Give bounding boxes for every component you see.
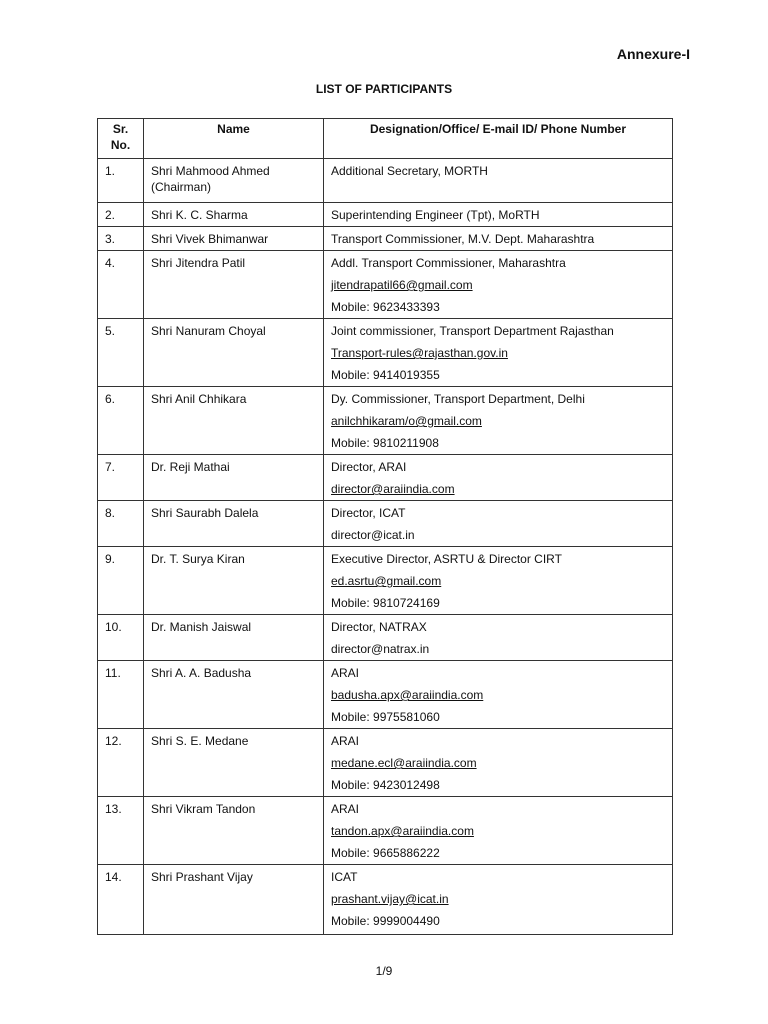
sr-no-cell: 8. xyxy=(98,501,144,547)
name-cell: Shri K. C. Sharma xyxy=(144,203,324,227)
name-cell: Shri A. A. Badusha xyxy=(144,661,324,729)
sr-no-cell: 5. xyxy=(98,319,144,387)
page-number: 1/9 xyxy=(375,964,393,978)
designation-cell xyxy=(324,455,673,501)
email-text[interactable]: prashant.vijay@icat.in xyxy=(331,892,449,906)
email-text[interactable]: tandon.apx@araiindia.com xyxy=(331,824,474,838)
designation-text: Director, ICAT xyxy=(331,506,406,520)
designation-text: ARAI xyxy=(331,666,360,680)
designation-text: Additional Secretary, MORTH xyxy=(331,164,488,178)
table-row xyxy=(98,797,673,865)
table-row xyxy=(98,615,673,661)
email-text[interactable]: ed.asrtu@gmail.com xyxy=(331,574,442,588)
table-body xyxy=(98,159,673,935)
phone-text: Mobile: 9623433393 xyxy=(331,300,440,314)
email-text: director@natrax.in xyxy=(331,642,430,656)
name-cell: Shri Vikram Tandon xyxy=(144,797,324,865)
name-cell: Shri Prashant Vijay xyxy=(144,865,324,935)
designation-cell xyxy=(324,159,673,203)
designation-cell xyxy=(324,387,673,455)
name-cell: Shri Jitendra Patil xyxy=(144,251,324,319)
table-row xyxy=(98,661,673,729)
email-text[interactable]: medane.ecl@araiindia.com xyxy=(331,756,477,770)
name-cell: Shri S. E. Medane xyxy=(144,729,324,797)
name-cell: Dr. Manish Jaiswal xyxy=(144,615,324,661)
designation-cell xyxy=(324,547,673,615)
designation-cell xyxy=(324,251,673,319)
table-header-row xyxy=(98,119,673,159)
table-row xyxy=(98,455,673,501)
designation-text: ARAI xyxy=(331,802,360,816)
phone-text: Mobile: 9423012498 xyxy=(331,778,440,792)
header-sr-no: Sr. No. xyxy=(98,119,144,159)
annexure-label: Annexure-I xyxy=(616,46,690,62)
sr-no-cell: 11. xyxy=(98,661,144,729)
designation-text: ARAI xyxy=(331,734,360,748)
phone-text: Mobile: 9810211908 xyxy=(331,436,439,450)
table-row xyxy=(98,547,673,615)
email-text[interactable]: Transport-rules@rajasthan.gov.in xyxy=(331,346,508,360)
designation-cell xyxy=(324,615,673,661)
name-cell: Shri Nanuram Choyal xyxy=(144,319,324,387)
table-row xyxy=(98,319,673,387)
sr-no-cell: 2. xyxy=(98,203,144,227)
designation-text: Superintending Engineer (Tpt), MoRTH xyxy=(331,208,540,222)
designation-text: Joint commissioner, Transport Department Rajasthan xyxy=(331,324,614,338)
email-text[interactable]: jitendrapatil66@gmail.com xyxy=(331,278,473,292)
phone-text: Mobile: 9975581060 xyxy=(331,710,440,724)
sr-no-cell: 4. xyxy=(98,251,144,319)
designation-text: Director, NATRAX xyxy=(331,620,427,634)
name-cell: Shri Anil Chhikara xyxy=(144,387,324,455)
name-cell: Dr. Reji Mathai xyxy=(144,455,324,501)
designation-cell xyxy=(324,203,673,227)
table-row xyxy=(98,251,673,319)
sr-no-cell: 1. xyxy=(98,159,144,203)
designation-cell xyxy=(324,319,673,387)
email-text[interactable]: anilchhikaram/o@gmail.com xyxy=(331,414,482,428)
sr-no-cell: 13. xyxy=(98,797,144,865)
phone-text: Mobile: 9810724169 xyxy=(331,596,440,610)
table-row xyxy=(98,387,673,455)
designation-cell xyxy=(324,797,673,865)
phone-text: Mobile: 9414019355 xyxy=(331,368,440,382)
email-text: director@icat.in xyxy=(331,528,415,542)
header-designation: Designation/Office/ E-mail ID/ Phone Number xyxy=(324,119,673,159)
designation-text: ICAT xyxy=(331,870,358,884)
designation-text: Dy. Commissioner, Transport Department, Delhi xyxy=(331,392,585,406)
sr-no-cell: 9. xyxy=(98,547,144,615)
sr-no-cell: 7. xyxy=(98,455,144,501)
table-row xyxy=(98,501,673,547)
sr-no-cell: 14. xyxy=(98,865,144,935)
name-cell: Shri Mahmood Ahmed (Chairman) xyxy=(144,159,324,203)
sr-no-cell: 12. xyxy=(98,729,144,797)
sr-no-cell: 3. xyxy=(98,227,144,251)
name-cell: Shri Vivek Bhimanwar xyxy=(144,227,324,251)
participants-table xyxy=(97,118,673,935)
table-row xyxy=(98,865,673,935)
designation-cell xyxy=(324,661,673,729)
name-cell: Shri Saurabh Dalela xyxy=(144,501,324,547)
sr-no-cell: 10. xyxy=(98,615,144,661)
table-row xyxy=(98,729,673,797)
header-name: Name xyxy=(144,119,324,159)
table-row xyxy=(98,227,673,251)
designation-text: Executive Director, ASRTU & Director CIRT xyxy=(331,552,562,566)
email-text[interactable]: badusha.apx@araiindia.com xyxy=(331,688,484,702)
designation-text: Transport Commissioner, M.V. Dept. Maharashtra xyxy=(331,232,595,246)
designation-cell xyxy=(324,729,673,797)
table-row xyxy=(98,203,673,227)
designation-cell xyxy=(324,865,673,935)
name-cell: Dr. T. Surya Kiran xyxy=(144,547,324,615)
phone-text: Mobile: 9665886222 xyxy=(331,846,440,860)
sr-no-cell: 6. xyxy=(98,387,144,455)
table-row xyxy=(98,159,673,203)
email-text[interactable]: director@araiindia.com xyxy=(331,482,455,496)
designation-text: Director, ARAI xyxy=(331,460,407,474)
document-title: LIST OF PARTICIPANTS xyxy=(315,82,453,96)
designation-cell xyxy=(324,501,673,547)
designation-cell xyxy=(324,227,673,251)
phone-text: Mobile: 9999004490 xyxy=(331,914,440,928)
designation-text: Addl. Transport Commissioner, Maharashtra xyxy=(331,256,566,270)
